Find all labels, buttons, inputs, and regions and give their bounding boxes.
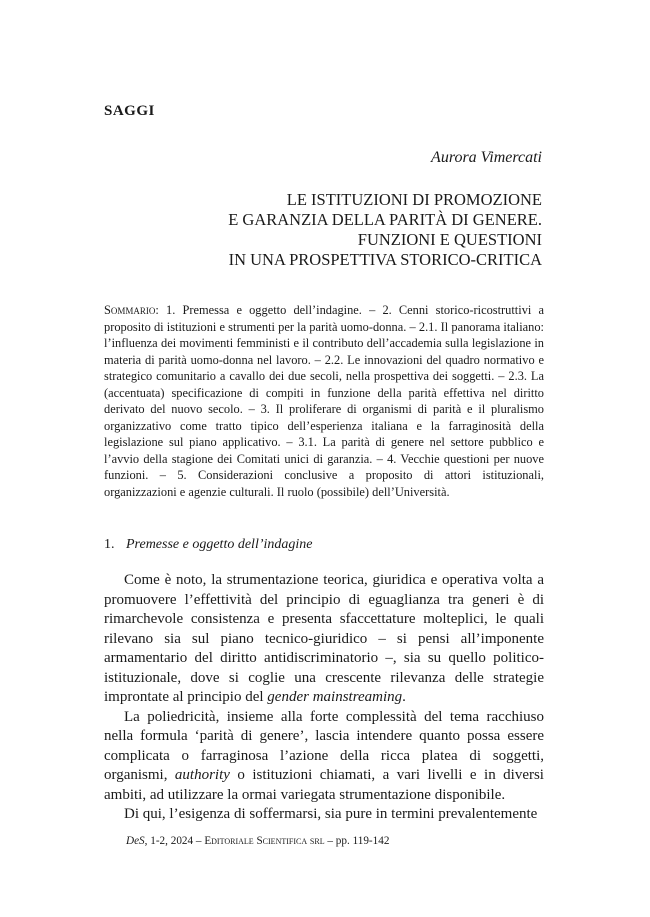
section-title: Premesse e oggetto dell’indagine xyxy=(126,537,313,552)
body-paragraph xyxy=(104,708,544,806)
author-name: Aurora Vimercati xyxy=(431,149,542,166)
title-line: E GARANZIA DELLA PARITÀ DI GENERE. xyxy=(228,210,542,229)
article-title xyxy=(102,190,542,270)
emphasis-text: gender mainstreaming xyxy=(267,689,403,705)
emphasis-text: authority xyxy=(174,767,230,783)
body-paragraph xyxy=(104,805,544,825)
section-heading xyxy=(104,537,312,553)
title-line: IN UNA PROSPETTIVA STORICO-CRITICA xyxy=(228,250,542,269)
page-footer xyxy=(126,835,389,847)
section-label: SAGGI xyxy=(104,103,155,119)
summary-abstract xyxy=(104,302,544,500)
section-number: 1. xyxy=(104,537,115,552)
journal-name: DeS xyxy=(126,835,145,847)
page-range: – pp. 119-142 xyxy=(324,835,390,847)
paragraph-text: Come è noto, la strumentazione teorica, giuridica e operativa volta a promuovere l’effettività del principio di eguaglianza tra generi è di rimarchevole consistenza e presenta sfaccettature molteplici, le quali rilevano sia sul piano tecnico-giuridico – si pensi all’imponente armamentario del diritto antidiscriminatorio –, sia su quello politico-istituzionale, dove si coglie una crescente rilevanza delle strategie improntate al principio del xyxy=(104,572,544,705)
paragraph-text: Di qui, l’esigenza di soffermarsi, sia pure in termini prevalentemente xyxy=(124,806,538,822)
publisher-name: Editoriale Scientifica srl xyxy=(204,835,325,847)
summary-text: 1. Premessa e oggetto dell’indagine. – 2. Cenni storico-ricostruttivi a proposito di istituzioni e strumenti per la parità uomo-donna. – 2.1. Il panorama italiano: l’influenza dei movimenti femministi e il contributo dell’accademia sulla legislazione in materia di parità uomo-donna nel lavoro. – 2.2. Le innovazioni del quadro normativo e strategico comunitario a cavallo dei due secoli, nella prospettiva dei soggetti. – 2.3. La (accentuata) specificazione di compiti in funzione della parità effettiva nel diritto derivato del nuovo secolo. – 3. Il proliferare di organismi di parità e il pluralismo organizzativo come tratto tipico dell’esperienza italiana e la farraginosità della legislazione sul piano applicativo. – 3.1. La parità di genere nel settore pubblico e l’avvio della stagione dei Comitati unici di garanzia. – 4. Vecchie questioni per nuove funzioni. – 5. Considerazioni conclusive a proposito di attori istituzionali, organizzazioni e agenzie culturali. Il ruolo (possibile) dell’Università. xyxy=(104,303,544,499)
summary-label: Sommario: xyxy=(104,303,159,317)
body-text xyxy=(104,571,544,825)
paragraph-text: La poliedricità, insieme alla forte complessità del tema racchiuso nella formula ‘parità di genere’, lascia intendere quanto possa essere complicata o farraginosa l’azione della ricca platea di soggetti, organismi, xyxy=(104,708,544,783)
paragraph-text: o istituzioni chiamati, a vari livelli e in diversi ambiti, ad utilizzare la ormai variegata strumentazione disponibile. xyxy=(104,767,544,803)
title-line: FUNZIONI E QUESTIONI xyxy=(357,230,542,249)
body-paragraph xyxy=(104,571,544,708)
title-line: LE ISTITUZIONI DI PROMOZIONE xyxy=(286,190,542,209)
journal-issue: , 1-2, 2024 – xyxy=(144,835,205,847)
paragraph-text: . xyxy=(402,689,406,705)
